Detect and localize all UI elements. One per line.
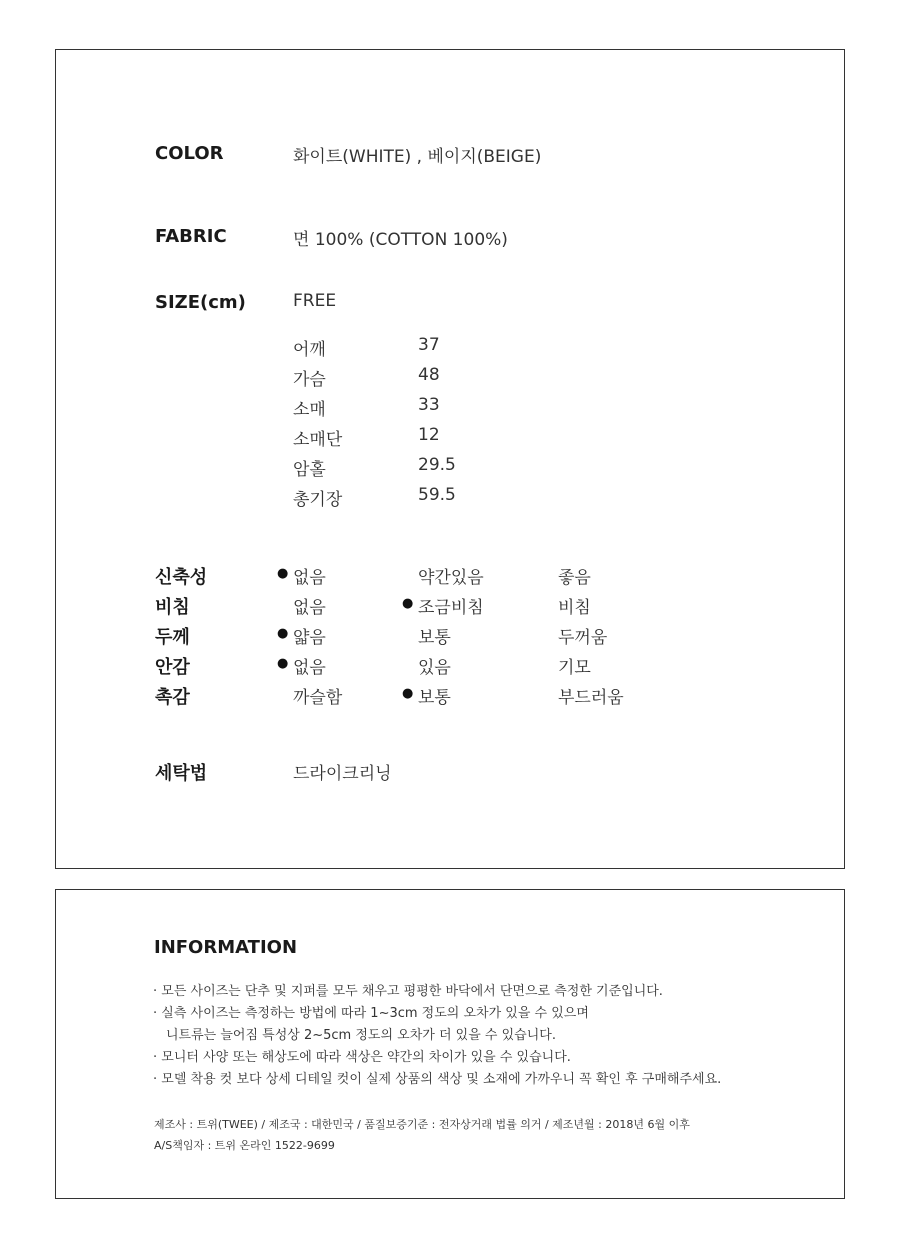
size-row-name: 암홀 — [293, 460, 326, 480]
attribute-label: 두께 — [155, 627, 190, 648]
information-line: 니트류는 늘어짐 특성상 2~5cm 정도의 오차가 더 있을 수 있습니다. — [166, 1028, 556, 1043]
color-value: 화이트(WHITE) , 베이지(BEIGE) — [293, 147, 542, 167]
size-row-value: 59.5 — [418, 485, 456, 505]
information-line: · 모니터 사양 또는 해상도에 따라 색상은 약간의 차이가 있을 수 있습니다. — [153, 1050, 571, 1065]
information-line: · 모든 사이즈는 단추 및 지퍼를 모두 채우고 평평한 바닥에서 단면으로 측정한 기준입니다. — [153, 984, 663, 999]
wash-label: 세탁법 — [155, 763, 208, 784]
attribute-option: 보통 — [418, 628, 451, 648]
attribute-option: 좋음 — [558, 568, 591, 588]
size-row-name: 어깨 — [293, 340, 326, 360]
attribute-option: 보통 — [418, 688, 451, 708]
footer-as-contact: A/S책임자 : 트위 온라인 1522-9699 — [154, 1139, 335, 1152]
attribute-label: 촉감 — [155, 687, 190, 708]
information-line: · 실측 사이즈는 측정하는 방법에 따라 1~3cm 정도의 오차가 있을 수 있으며 — [153, 1006, 589, 1021]
wash-value: 드라이크리닝 — [293, 764, 392, 784]
fabric-label: FABRIC — [155, 226, 227, 247]
attribute-option: 없음 — [293, 658, 326, 678]
size-row-value: 33 — [418, 395, 440, 415]
attribute-option: 얇음 — [293, 628, 326, 648]
selected-bullet-icon: ● — [277, 566, 289, 581]
attribute-option: 두꺼움 — [558, 628, 608, 648]
attribute-label: 안감 — [155, 657, 190, 678]
size-row-value: 48 — [418, 365, 440, 385]
selected-bullet-icon: ● — [277, 656, 289, 671]
attribute-option: 약간있음 — [418, 568, 484, 588]
selected-bullet-icon: ● — [402, 596, 414, 611]
attribute-label: 비침 — [155, 597, 190, 618]
size-value: FREE — [293, 291, 337, 311]
attribute-label: 신축성 — [155, 567, 208, 588]
attribute-option: 있음 — [418, 658, 451, 678]
attribute-option: 없음 — [293, 568, 326, 588]
attribute-option: 까슬함 — [293, 688, 343, 708]
attribute-option: 비침 — [558, 598, 591, 618]
size-row-name: 가슴 — [293, 370, 326, 390]
color-label: COLOR — [155, 143, 224, 164]
attribute-option: 조금비침 — [418, 598, 484, 618]
fabric-value: 면 100% (COTTON 100%) — [293, 230, 508, 250]
size-row-name: 총기장 — [293, 490, 343, 510]
size-label: SIZE(cm) — [155, 292, 246, 313]
size-row-value: 37 — [418, 335, 440, 355]
information-line: · 모델 착용 컷 보다 상세 디테일 컷이 실제 상품의 색상 및 소재에 가까우니 꼭 확인 후 구매해주세요. — [153, 1072, 722, 1087]
attribute-option: 없음 — [293, 598, 326, 618]
size-row-value: 29.5 — [418, 455, 456, 475]
size-row-name: 소매 — [293, 400, 326, 420]
selected-bullet-icon: ● — [402, 686, 414, 701]
footer-manufacturer: 제조사 : 트위(TWEE) / 제조국 : 대한민국 / 품질보증기준 : 전자상거래 법률 의거 / 제조년월 : 2018년 6월 이후 — [154, 1118, 690, 1131]
attribute-option: 부드러움 — [558, 688, 624, 708]
selected-bullet-icon: ● — [277, 626, 289, 641]
size-row-value: 12 — [418, 425, 440, 445]
information-title: INFORMATION — [154, 937, 298, 958]
size-row-name: 소매단 — [293, 430, 343, 450]
attribute-option: 기모 — [558, 658, 591, 678]
